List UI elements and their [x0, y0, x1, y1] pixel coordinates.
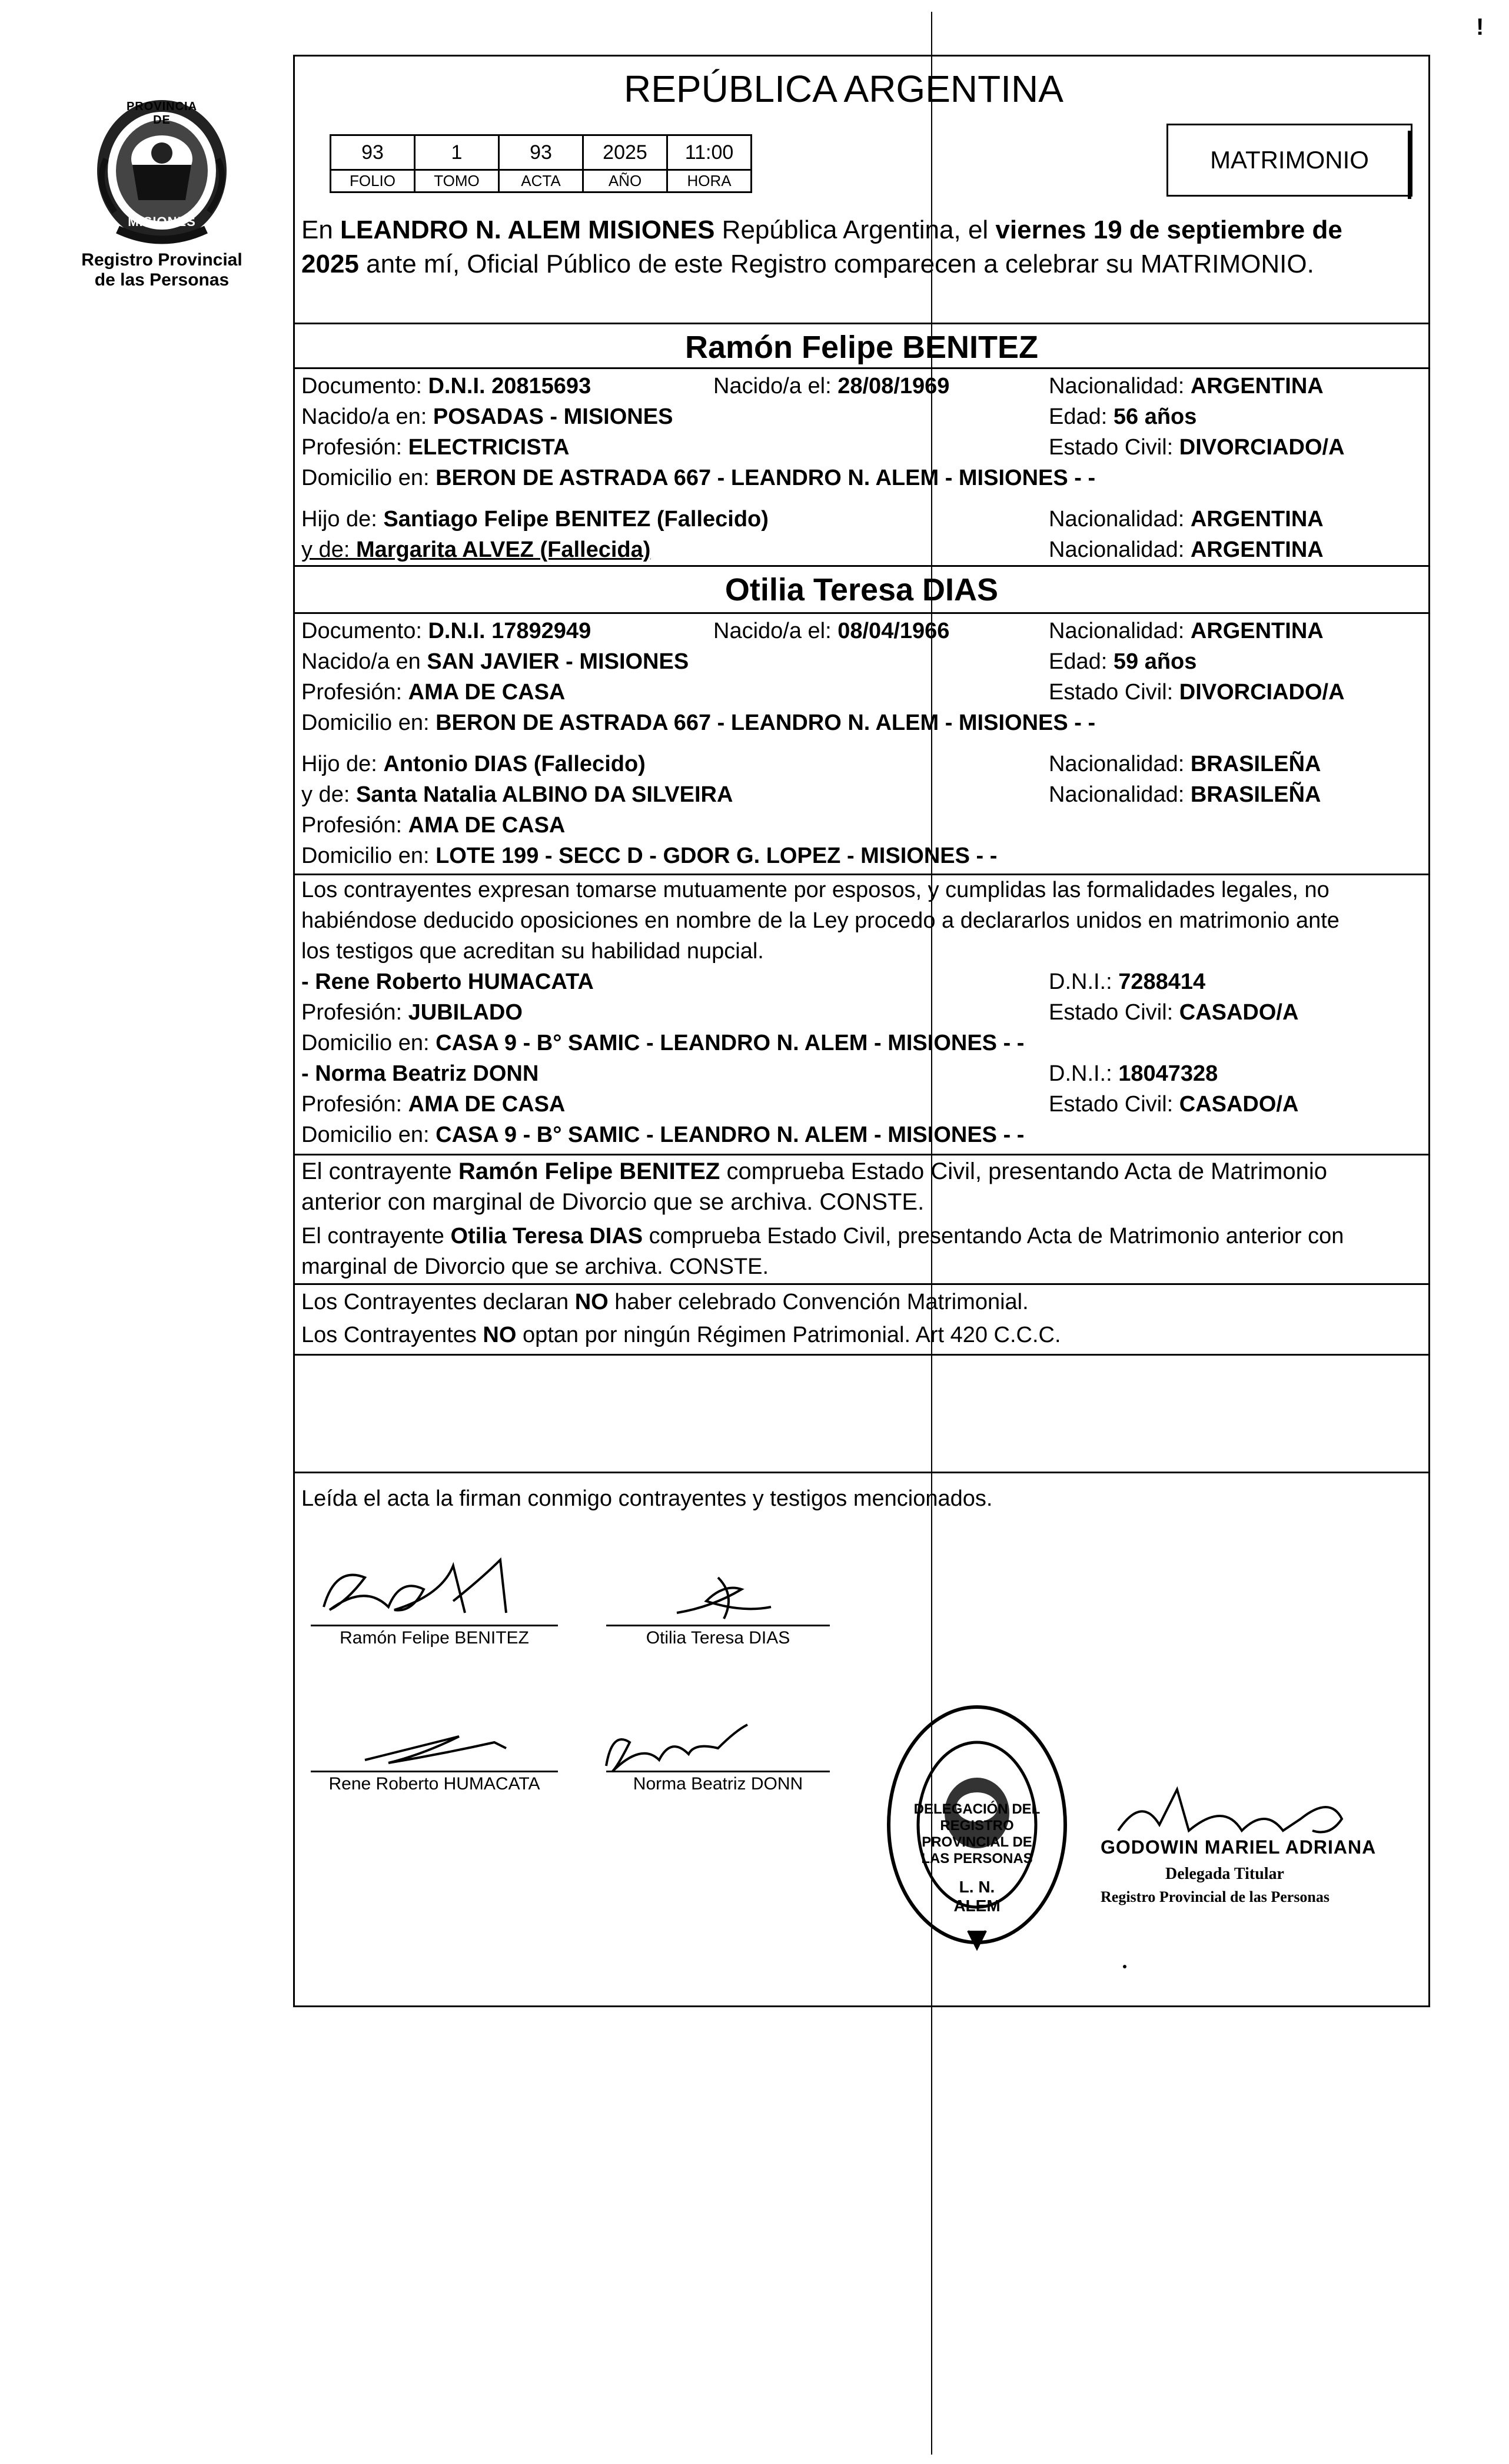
spouse2-born: Nacido/a el: 08/04/1966 [713, 619, 950, 643]
spouse1-civil: Estado Civil: DIVORCIADO/A [1049, 435, 1345, 460]
hora-label: HORA [666, 171, 752, 193]
spouse1-father-nat: Nacionalidad: ARGENTINA [1049, 507, 1324, 532]
tomo-label: TOMO [414, 171, 500, 193]
handwritten-signature-icon [653, 1566, 795, 1625]
spouse2-age: Edad: 59 años [1049, 649, 1197, 674]
handwritten-signature-icon [353, 1707, 530, 1772]
margin-mark: ! [1476, 14, 1484, 40]
seal-inner-text: L. N. ALEM [953, 1878, 1001, 1915]
anio-label: AÑO [582, 171, 668, 193]
spouse1-born: Nacido/a el: 28/08/1969 [713, 374, 950, 399]
spouse2-profession: Profesión: AMA DE CASA [301, 680, 566, 705]
divider [293, 1283, 1430, 1285]
spouse2-nat: Nacionalidad: ARGENTINA [1049, 619, 1324, 643]
declaration-text: Los contrayentes expresan tomarse mutuamente por esposos, y cumplidas las formalidades legales, no habiéndose deducido oposiciones en nombre de la Ley procedo a declararlos unidos en matrimonio ante los testigos que acreditan su habilidad nupcial. [301, 878, 1340, 964]
logo-text-bottom: MISIONES [128, 214, 196, 229]
registry-name [59, 250, 265, 290]
spouse1-nat: Nacionalidad: ARGENTINA [1049, 374, 1324, 399]
witness2-name: - Norma Beatriz DONN [301, 1061, 539, 1086]
witness1-profession: Profesión: JUBILADO [301, 1000, 523, 1025]
divider [293, 367, 1430, 369]
spouse2-father: Hijo de: Antonio DIAS (Fallecido) [301, 752, 646, 776]
divider [293, 1154, 1430, 1155]
divider [293, 1472, 1430, 1473]
spouse2-name: Otilia Teresa DIAS [724, 572, 999, 607]
official-title: Delegada Titular [1165, 1865, 1284, 1883]
divider [293, 323, 1430, 324]
signature-witness1 [353, 1707, 530, 1772]
spouse2-address: Domicilio en: BERON DE ASTRADA 667 - LEANDRO N. ALEM - MISIONES - - [301, 710, 1096, 735]
spouse2-mother: y de: Santa Natalia ALBINO DA SILVEIRA [301, 782, 733, 807]
witness2-profession: Profesión: AMA DE CASA [301, 1092, 566, 1117]
closing-text: Leída el acta la firman conmigo contrayentes y testigos mencionados. [301, 1486, 993, 1511]
divider [293, 612, 1430, 614]
witness2-civil: Estado Civil: CASADO/A [1049, 1092, 1299, 1117]
signature-spouse2 [653, 1566, 795, 1625]
divider [293, 1354, 1430, 1356]
doc-type: MATRIMONIO [1210, 146, 1369, 174]
logo-text-top: PROVINCIA DE [126, 100, 198, 127]
official-name: GODOWIN MARIEL ADRIANA [1101, 1837, 1377, 1858]
official-office: Registro Provincial de las Personas [1101, 1888, 1330, 1905]
signature-line [311, 1771, 558, 1772]
signature-name-spouse1: Ramón Felipe BENITEZ [340, 1628, 529, 1648]
witness2-address: Domicilio en: CASA 9 - B° SAMIC - LEANDRO N. ALEM - MISIONES - - [301, 1123, 1025, 1147]
signature-name-witness2: Norma Beatriz DONN [633, 1774, 803, 1794]
seal-ring-text: DELEGACIÓN DEL REGISTRO PROVINCIAL DE LAS PERSONAS [913, 1801, 1041, 1867]
spouse1-birthplace: Nacido/a en: POSADAS - MISIONES [301, 404, 673, 429]
handwritten-signature-icon [589, 1719, 765, 1778]
signature-spouse1 [312, 1542, 536, 1625]
signature-witness2 [589, 1719, 765, 1778]
spouse2-father-nat: Nacionalidad: BRASILEÑA [1049, 752, 1321, 776]
spouse2-mother-address: Domicilio en: LOTE 199 - SECC D - GDOR G. LOPEZ - MISIONES - - [301, 844, 998, 868]
witness1-dni: D.N.I.: 7288414 [1049, 969, 1206, 994]
notes-text: El contrayente Ramón Felipe BENITEZ comprueba Estado Civil, presentando Acta de Matrimonio anterior con marginal de Divorcio que se archiva. CONSTE. El contrayente Otilia Teresa DIAS comprueba Estado Civil, presentando Acta de Matrimonio anterior con marginal de Divorcio que se archiva. CONSTE. [301, 1158, 1344, 1279]
spouse1-profession: Profesión: ELECTRICISTA [301, 435, 570, 460]
witness2-dni: D.N.I.: 18047328 [1049, 1061, 1218, 1086]
spouse1-mother: y de: Margarita ALVEZ (Fallecida) [301, 537, 651, 562]
acta-value: 93 [498, 134, 584, 171]
signature-line [606, 1625, 830, 1626]
spouse1-father: Hijo de: Santiago Felipe BENITEZ (Fallecido) [301, 507, 769, 532]
spouse1-name: Ramón Felipe BENITEZ [684, 330, 1039, 365]
signature-line [311, 1625, 558, 1626]
registry-name-line1: Registro Provincial [81, 250, 242, 270]
intro-place: LEANDRO N. ALEM MISIONES [340, 215, 715, 244]
folio-label: FOLIO [330, 171, 416, 193]
regime-text: Los Contrayentes declaran NO haber celebrado Convención Matrimonial. Los Contrayentes NO optan por ningún Régimen Patrimonial. Art 420 C.C.C. [301, 1290, 1061, 1347]
witness1-name: - Rene Roberto HUMACATA [301, 969, 594, 994]
spouse1-age: Edad: 56 años [1049, 404, 1197, 429]
signature-name-witness1: Rene Roberto HUMACATA [328, 1774, 540, 1794]
intro-text: En LEANDRO N. ALEM MISIONES República Argentina, el viernes 19 de septiembre de 2025 ante mí, Oficial Público de este Registro comparecen a celebrar su MATRIMONIO. [301, 215, 1342, 278]
witness1-address: Domicilio en: CASA 9 - B° SAMIC - LEANDRO N. ALEM - MISIONES - - [301, 1031, 1025, 1055]
spouse1-doc: Documento: D.N.I. 20815693 [301, 374, 591, 399]
spouse2-doc: Documento: D.N.I. 17892949 [301, 619, 591, 643]
folio-value: 93 [330, 134, 416, 171]
registry-name-line2: de las Personas [94, 270, 230, 290]
spouse2-mother-nat: Nacionalidad: BRASILEÑA [1049, 782, 1321, 807]
signature-line [606, 1771, 830, 1772]
divider [293, 565, 1430, 567]
witness1-civil: Estado Civil: CASADO/A [1049, 1000, 1299, 1025]
signature-name-spouse2: Otilia Teresa DIAS [646, 1628, 790, 1648]
spouse2-civil: Estado Civil: DIVORCIADO/A [1049, 680, 1345, 705]
spouse1-mother-nat: Nacionalidad: ARGENTINA [1049, 537, 1324, 562]
anio-value: 2025 [582, 134, 668, 171]
intro-year: 2025 [301, 250, 359, 278]
hora-value: 11:00 [666, 134, 752, 171]
doc-type-box [1166, 124, 1412, 197]
tomo-value: 1 [414, 134, 500, 171]
spouse2-mother-profession: Profesión: AMA DE CASA [301, 813, 566, 838]
spouse2-birthplace: Nacido/a en SAN JAVIER - MISIONES [301, 649, 689, 674]
country-title: REPÚBLICA ARGENTINA [624, 68, 1063, 110]
spouse1-address: Domicilio en: BERON DE ASTRADA 667 - LEANDRO N. ALEM - MISIONES - - [301, 466, 1096, 490]
doc-type-box-shadow [1408, 131, 1411, 199]
dot-mark [1123, 1965, 1126, 1968]
handwritten-signature-icon [312, 1542, 536, 1625]
acta-label: ACTA [498, 171, 584, 193]
intro-date: viernes 19 de septiembre de [995, 215, 1342, 244]
